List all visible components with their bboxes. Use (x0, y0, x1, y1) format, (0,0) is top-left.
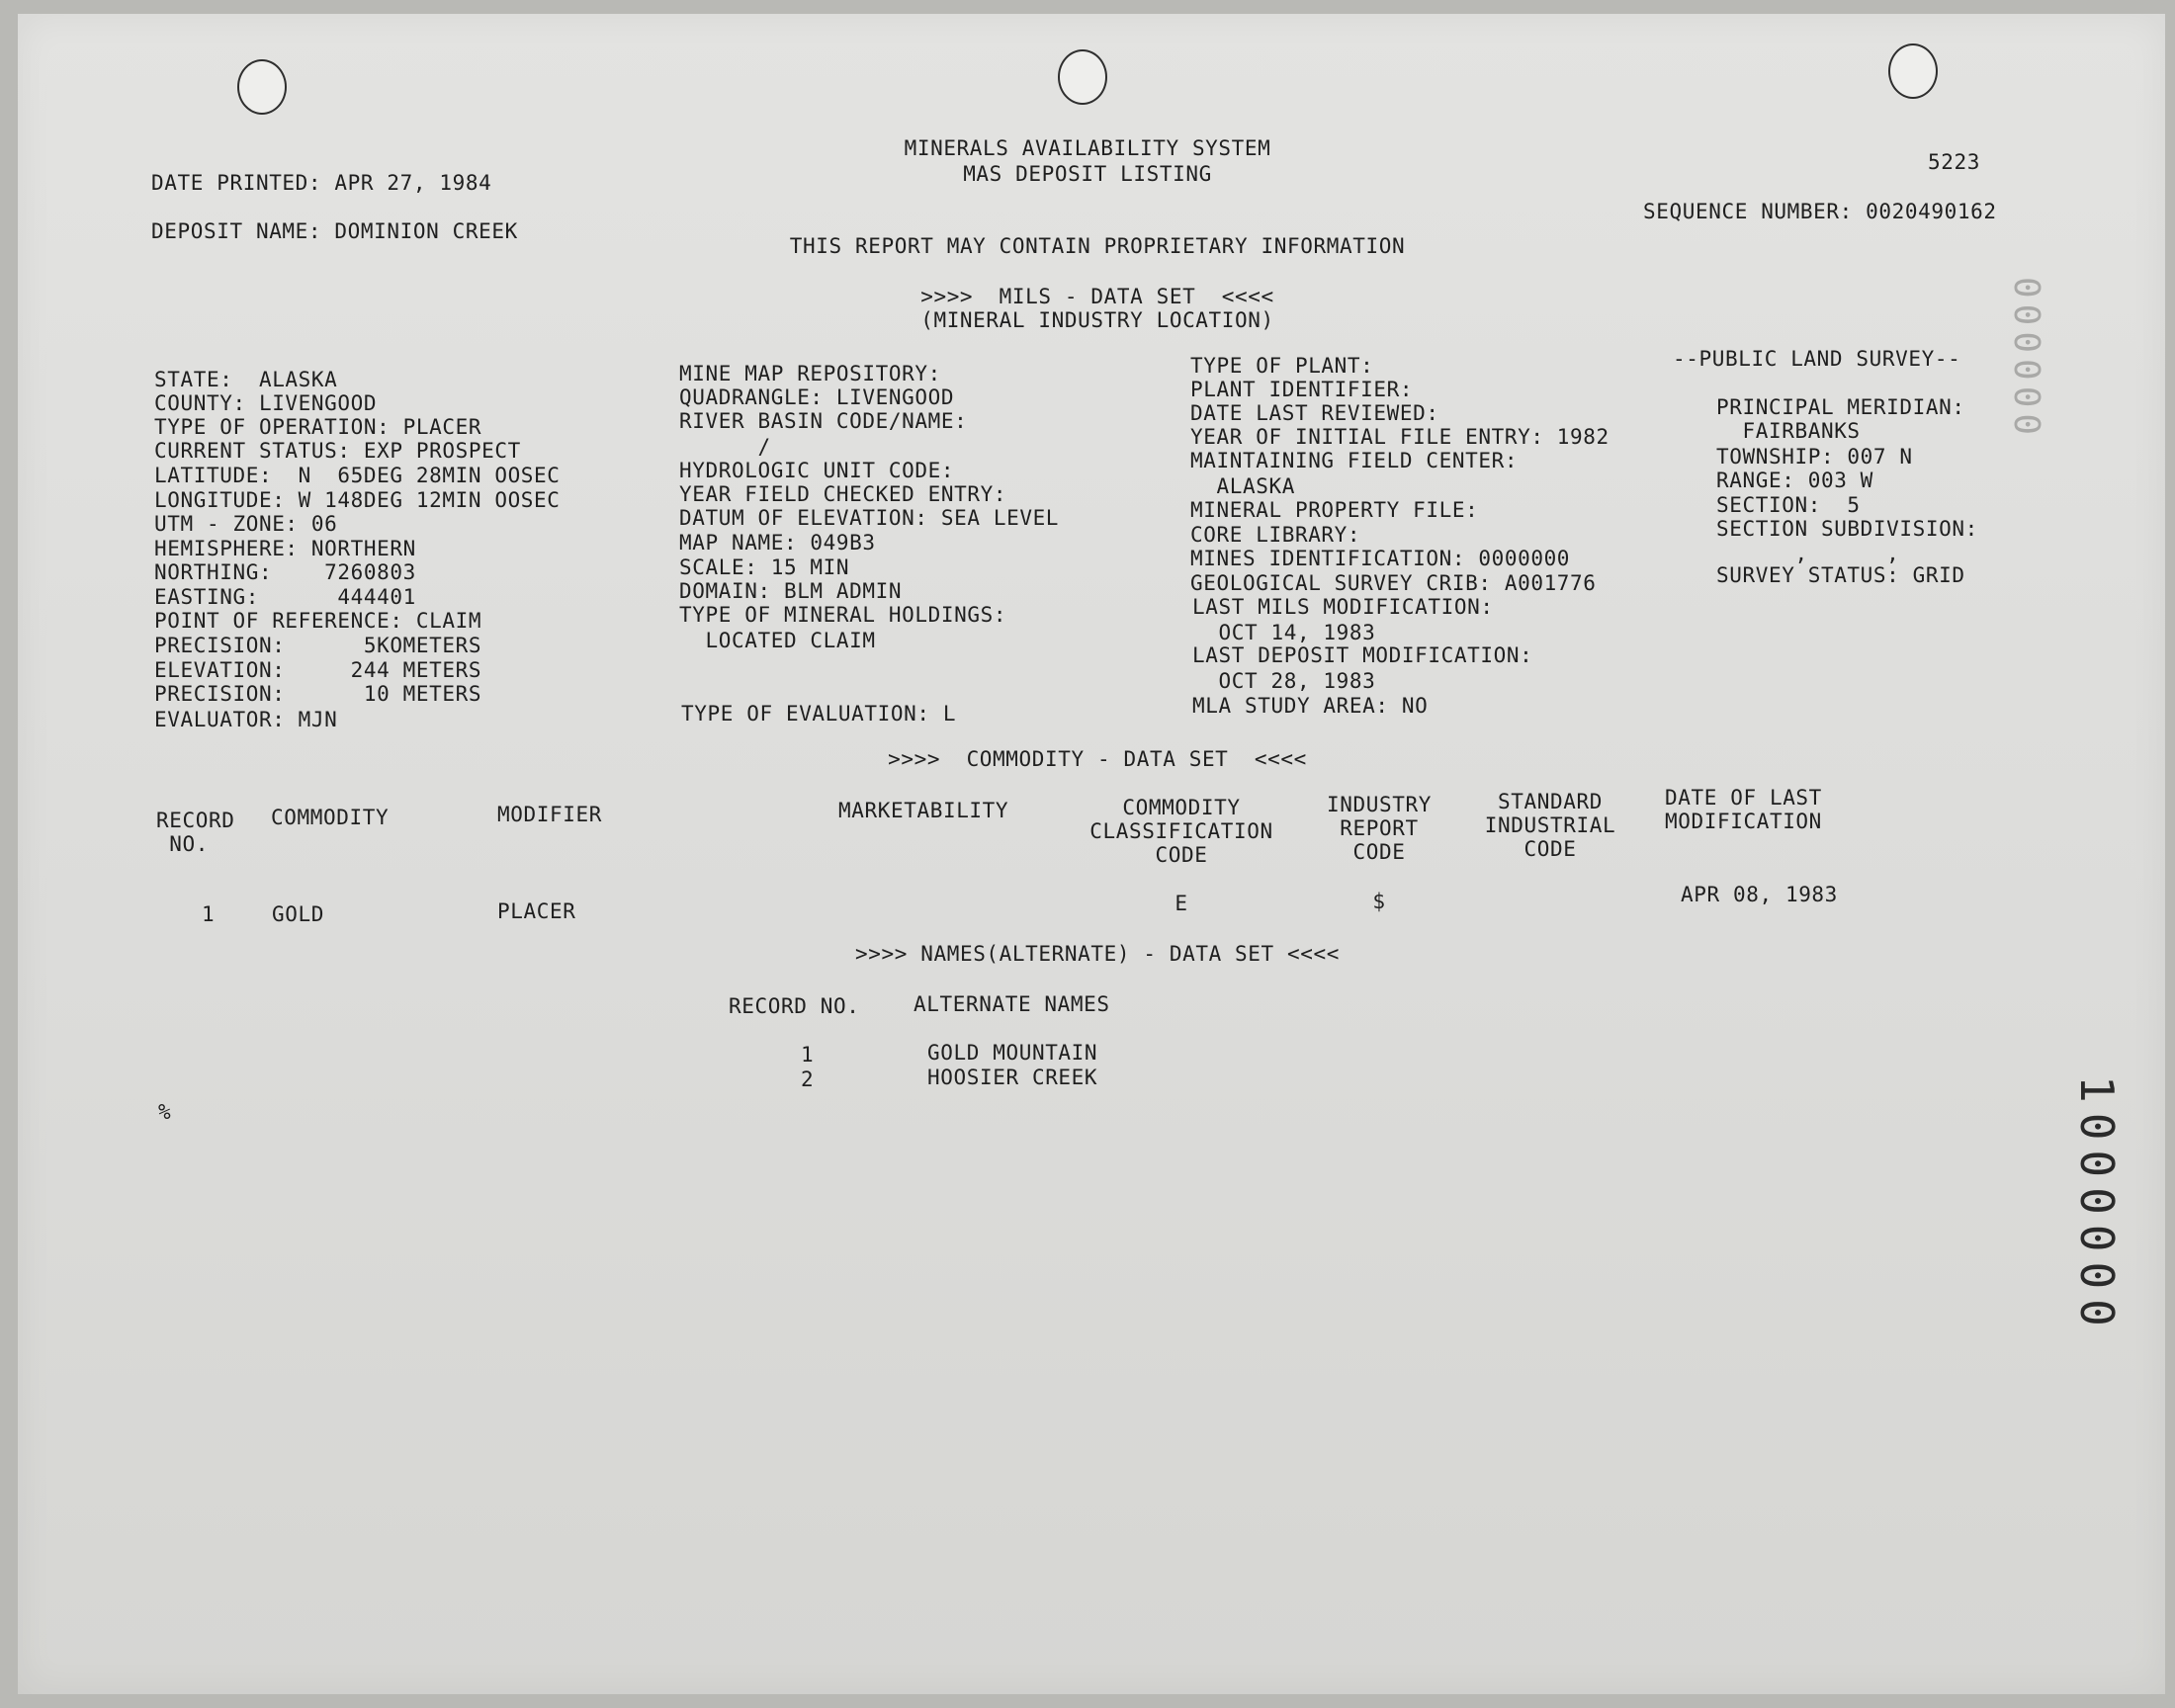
survey-field: FAIRBANKS (1716, 419, 1861, 443)
mils-field: GEOLOGICAL SURVEY CRIB: A001776 (1190, 571, 1597, 595)
column-header-industry: INDUSTRY REPORT CODE (1327, 793, 1432, 864)
system-title: MINERALS AVAILABILITY SYSTEM (904, 136, 1271, 160)
commodity-modifier: PLACER (497, 899, 576, 923)
survey-field: RANGE: 003 W (1716, 469, 1873, 492)
faint-side-stamp: 000000 (2006, 277, 2046, 442)
commodity-industry-code: $ (1372, 890, 1386, 913)
commodity-record-no: 1 (202, 902, 216, 926)
mils-field: POINT OF REFERENCE: CLAIM (154, 609, 482, 633)
column-header-last-modification: DATE OF LAST MODIFICATION (1665, 786, 1822, 833)
mils-field: PRECISION: 5KOMETERS (154, 634, 482, 657)
date-printed: DATE PRINTED: APR 27, 1984 (151, 171, 492, 195)
punch-hole-left (237, 59, 287, 115)
mils-field: TYPE OF MINERAL HOLDINGS: (679, 603, 1007, 627)
mils-field: QUADRANGLE: LIVENGOOD (679, 385, 955, 409)
deposit-name: DEPOSIT NAME: DOMINION CREEK (151, 219, 518, 243)
survey-field: SURVEY STATUS: GRID (1716, 563, 1965, 587)
page-number: 5223 (1928, 150, 1980, 174)
mils-field: MINERAL PROPERTY FILE: (1190, 498, 1479, 522)
commodity-heading: >>>> COMMODITY - DATA SET <<<< (888, 747, 1307, 771)
mils-field: PRECISION: 10 METERS (154, 682, 482, 706)
mils-field: YEAR OF INITIAL FILE ENTRY: 1982 (1190, 425, 1610, 449)
column-header-modifier: MODIFIER (497, 803, 602, 826)
proprietary-notice: THIS REPORT MAY CONTAIN PROPRIETARY INFORMATION (789, 234, 1406, 258)
mils-field: DATUM OF ELEVATION: SEA LEVEL (679, 506, 1060, 530)
survey-field: PRINCIPAL MERIDIAN: (1716, 395, 1965, 419)
mils-field: TYPE OF EVALUATION: L (681, 702, 957, 726)
mils-field: CORE LIBRARY: (1190, 523, 1361, 547)
mils-field: NORTHING: 7260803 (154, 560, 416, 584)
mils-field: YEAR FIELD CHECKED ENTRY: (679, 482, 1007, 506)
mils-field: MINE MAP REPOSITORY: (679, 362, 941, 385)
mils-field: LOCATED CLAIM (679, 629, 876, 652)
mils-field: LAST MILS MODIFICATION: (1192, 595, 1494, 619)
end-mark: % (158, 1100, 172, 1124)
mils-field: OCT 28, 1983 (1192, 669, 1376, 693)
mils-field: RIVER BASIN CODE/NAME: (679, 409, 968, 433)
mils-field: SCALE: 15 MIN (679, 555, 850, 579)
survey-field: , , (1716, 542, 1900, 565)
alternate-name: HOOSIER CREEK (927, 1066, 1098, 1089)
mils-field: MINES IDENTIFICATION: 0000000 (1190, 547, 1571, 570)
mils-heading: >>>> MILS - DATA SET <<<< (920, 285, 1274, 308)
punch-hole-right (1888, 43, 1938, 99)
column-header-classification: COMMODITY CLASSIFICATION CODE (1089, 796, 1273, 867)
commodity-name: GOLD (272, 902, 324, 926)
mils-field: EASTING: 444401 (154, 585, 416, 609)
mils-field: LATITUDE: N 65DEG 28MIN OOSEC (154, 464, 561, 487)
mils-field: ALASKA (1190, 474, 1295, 498)
mils-field: EVALUATOR: MJN (154, 708, 338, 731)
mils-field: MLA STUDY AREA: NO (1192, 694, 1429, 718)
survey-field: TOWNSHIP: 007 N (1716, 445, 1913, 469)
mils-field: LAST DEPOSIT MODIFICATION: (1192, 643, 1533, 667)
mils-field: HEMISPHERE: NORTHERN (154, 537, 416, 560)
alternate-name-record-no: 1 (801, 1043, 815, 1067)
column-header-alternate-names: ALTERNATE NAMES (914, 992, 1110, 1016)
mils-field: TYPE OF OPERATION: PLACER (154, 415, 482, 439)
commodity-classification-code: E (1174, 892, 1188, 915)
names-heading: >>>> NAMES(ALTERNATE) - DATA SET <<<< (855, 942, 1340, 966)
alternate-name: GOLD MOUNTAIN (927, 1041, 1098, 1065)
commodity-last-modification: APR 08, 1983 (1681, 883, 1838, 906)
column-header-record-no: RECORD NO. (156, 809, 235, 856)
column-header-commodity: COMMODITY (271, 806, 390, 829)
mils-field: DATE LAST REVIEWED: (1190, 401, 1439, 425)
mils-field: COUNTY: LIVENGOOD (154, 391, 378, 415)
public-land-survey-heading: --PUBLIC LAND SURVEY-- (1673, 347, 1961, 371)
survey-field: SECTION: 5 (1716, 493, 1861, 517)
mils-field: / (679, 435, 771, 459)
punch-hole-center (1058, 49, 1107, 105)
mils-subheading: (MINERAL INDUSTRY LOCATION) (920, 308, 1274, 332)
mils-field: ELEVATION: 244 METERS (154, 658, 482, 682)
mils-field: PLANT IDENTIFIER: (1190, 378, 1414, 401)
mils-field: TYPE OF PLANT: (1190, 354, 1374, 378)
mils-field: UTM - ZONE: 06 (154, 512, 338, 536)
column-header-marketability: MARKETABILITY (838, 799, 1009, 822)
mils-field: OCT 14, 1983 (1192, 621, 1376, 644)
column-header-standard: STANDARD INDUSTRIAL CODE (1484, 790, 1616, 861)
sequence-number: SEQUENCE NUMBER: 0020490162 (1643, 200, 1997, 223)
side-stamp-number: 1000000 (2070, 1075, 2124, 1336)
mils-field: LONGITUDE: W 148DEG 12MIN OOSEC (154, 488, 561, 512)
mils-field: MAINTAINING FIELD CENTER: (1190, 449, 1519, 472)
listing-title: MAS DEPOSIT LISTING (963, 162, 1212, 186)
mils-field: HYDROLOGIC UNIT CODE: (679, 459, 955, 482)
mils-field: DOMAIN: BLM ADMIN (679, 579, 903, 603)
alternate-name-record-no: 2 (801, 1068, 815, 1091)
survey-field: SECTION SUBDIVISION: (1716, 517, 1978, 541)
mils-field: MAP NAME: 049B3 (679, 531, 876, 555)
mils-field: STATE: ALASKA (154, 368, 338, 391)
mils-field: CURRENT STATUS: EXP PROSPECT (154, 439, 521, 463)
column-header-record-no: RECORD NO. (729, 994, 860, 1018)
